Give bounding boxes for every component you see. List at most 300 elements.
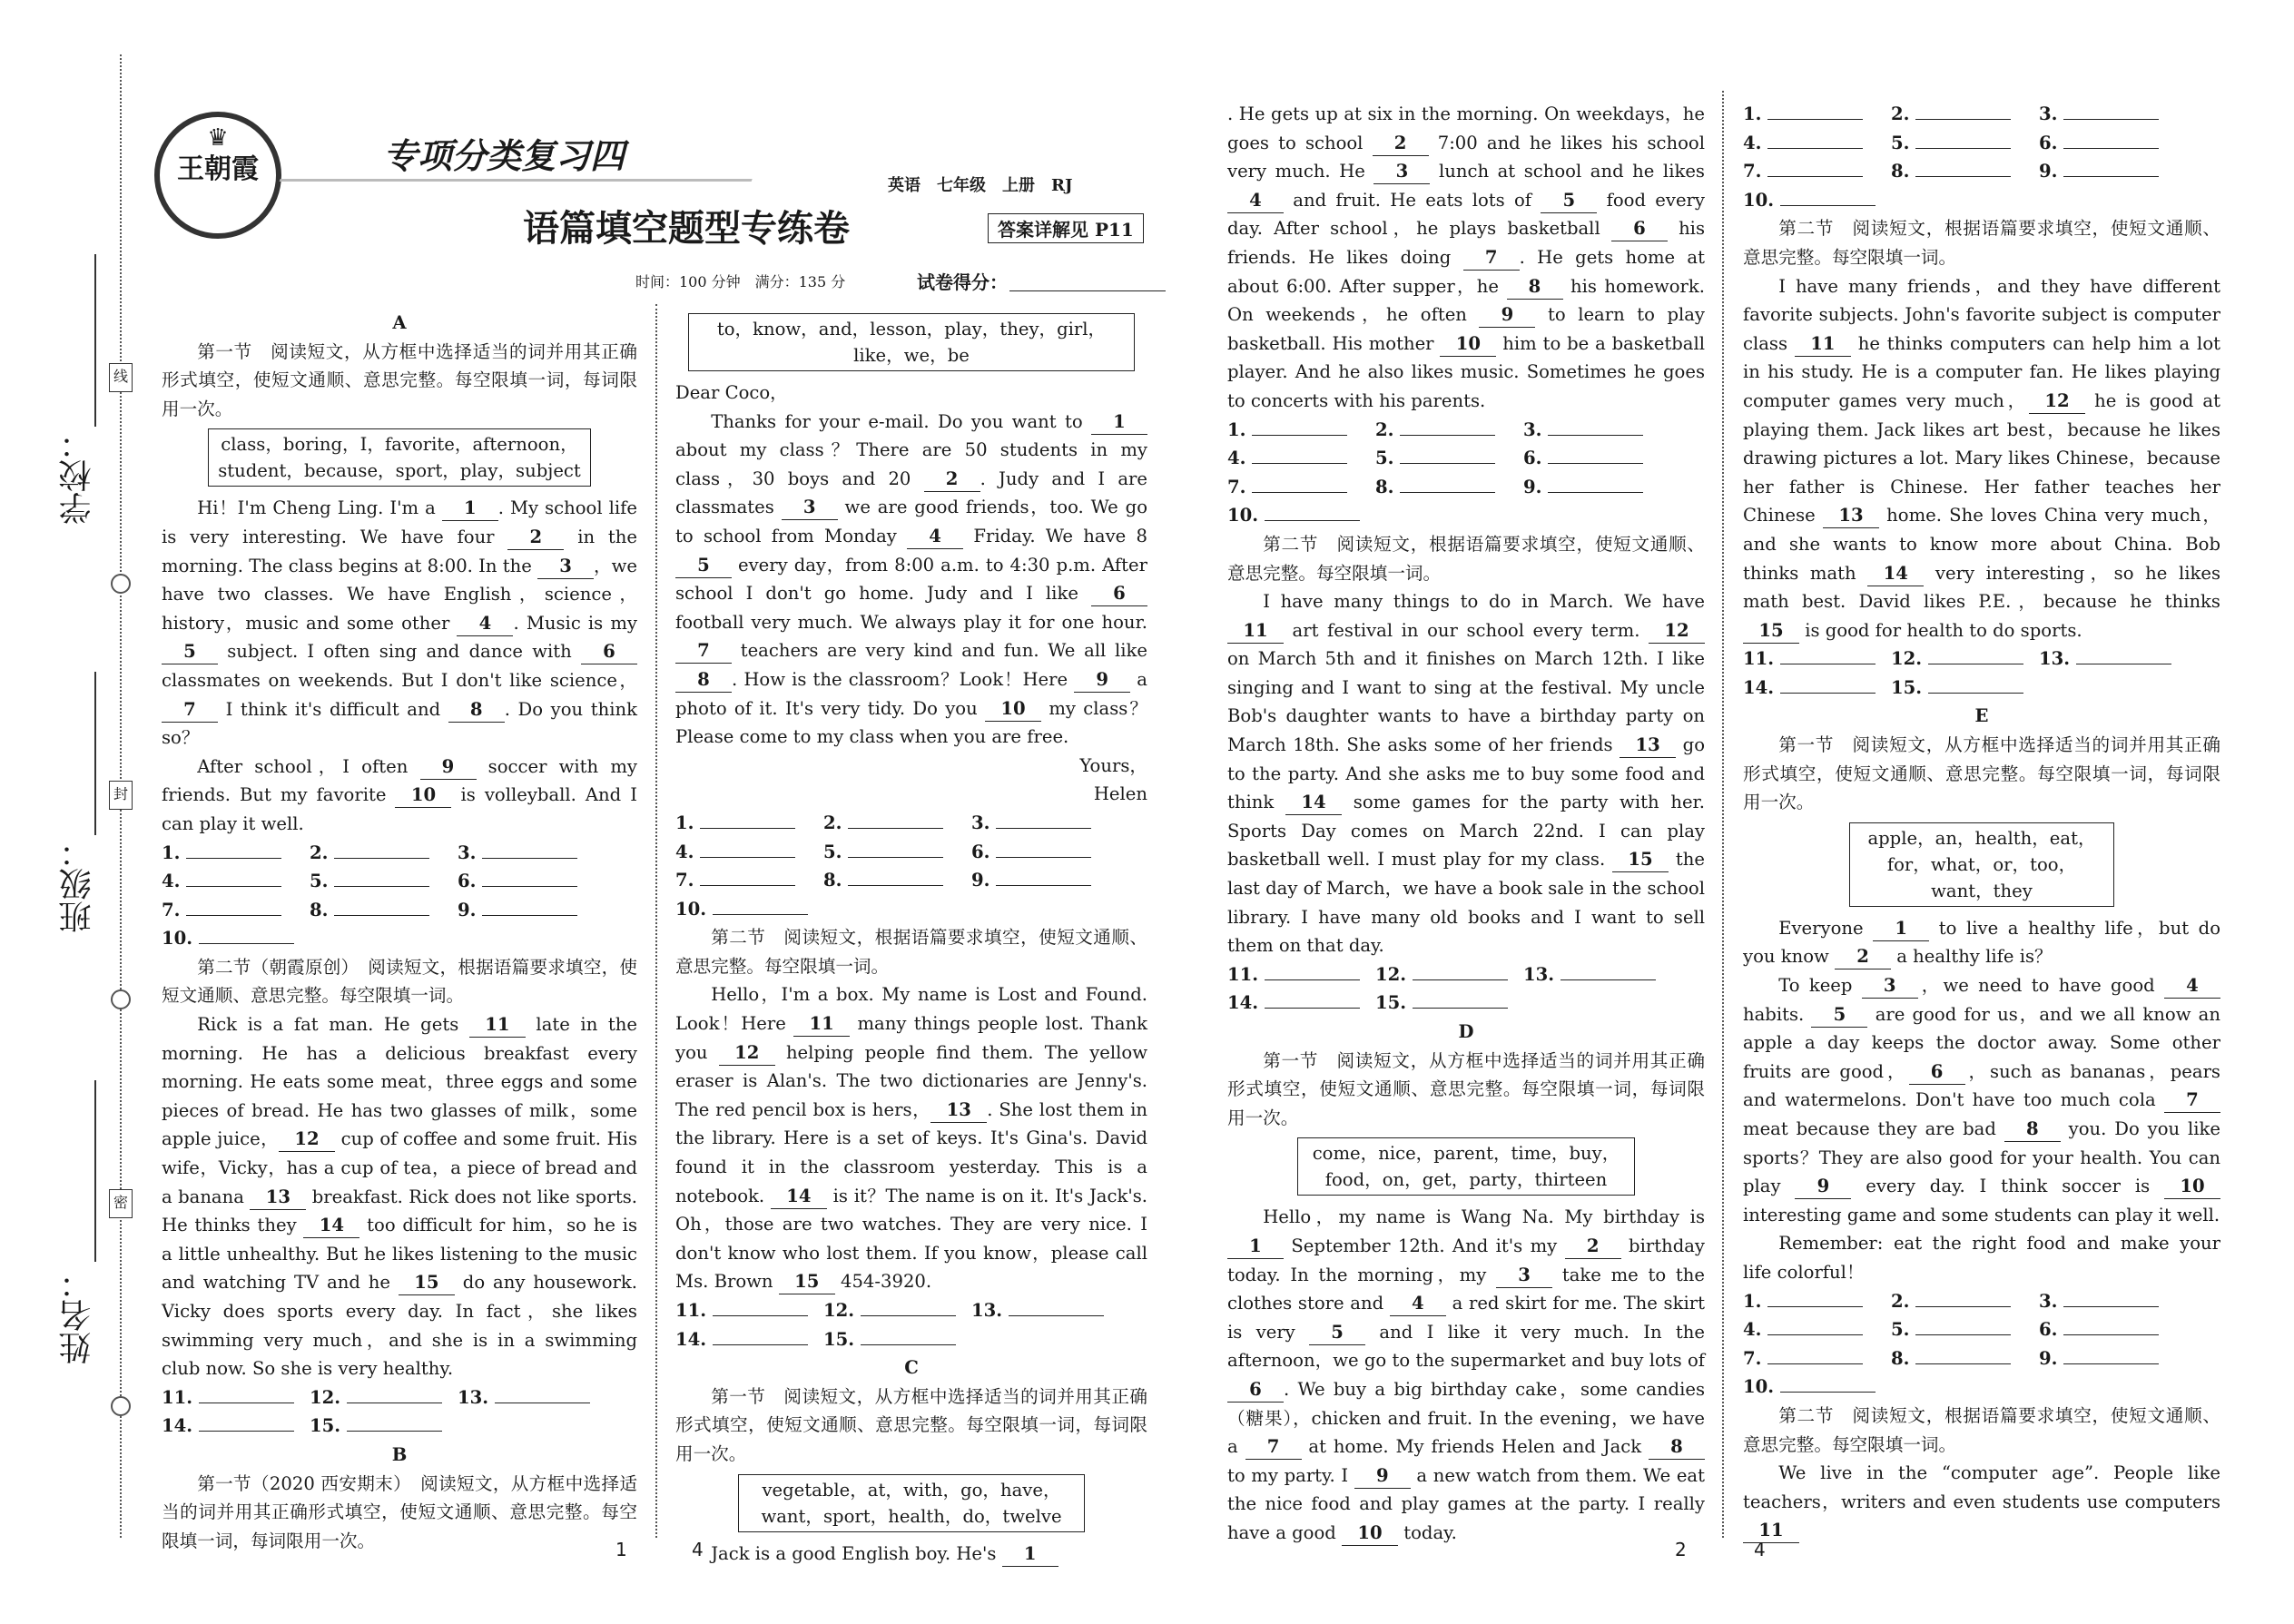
answer-number: 9. [1523, 476, 1549, 497]
passage-text: are good for us，and we all know an apple a day keeps the doctor away. Some other fruits are good， [1743, 1003, 2220, 1082]
answer-blank-line[interactable] [1265, 502, 1360, 521]
answer-blank-line[interactable] [1413, 989, 1508, 1009]
passage-text: habits. [1743, 1003, 1812, 1025]
answer-number: 2. [1891, 1290, 1916, 1312]
answer-number: 15. [310, 1415, 347, 1437]
answer-blank-line[interactable] [1915, 130, 2011, 149]
answer-blank-line[interactable] [2063, 130, 2159, 149]
blank-number: 5 [1309, 1321, 1365, 1345]
exam-info: 时间：100 分钟 满分：135 分 [635, 273, 846, 290]
answer-blank-line[interactable] [1767, 1345, 1863, 1364]
blank-number: 2 [1835, 945, 1891, 969]
passage-text: lunch at school and he likes [1430, 161, 1705, 182]
column-3 [1227, 100, 1705, 1548]
answer-number: 2. [310, 842, 335, 863]
answer-number: 13. [2039, 648, 2076, 670]
passage [162, 1010, 637, 1383]
answer-number: 9. [458, 899, 483, 920]
passage-text: do any housework. Vicky does sports every day. In fact，she likes swimming very much，and she is in a swimming club now. So she is very healthy. [162, 1272, 637, 1380]
passage [675, 1540, 1147, 1569]
passage-text: . We buy a big birthday cake，some candies（糖果），chicken and fruit. In the evening，we have a [1227, 1378, 1705, 1458]
blank-number: 6 [1909, 1060, 1965, 1085]
page-number: 1 [615, 1539, 627, 1560]
answer-number: 8. [310, 899, 335, 920]
answer-blank-line[interactable] [848, 839, 943, 858]
answer-number: 12. [1375, 963, 1413, 985]
blank-number: 2 [1373, 132, 1429, 156]
instruction: 第二节 阅读短文，根据语篇要求填空，使短文通顺、意思完整。每空限填一词。 [1227, 533, 1705, 584]
answer-blank-line[interactable] [1928, 645, 2023, 664]
answer-number: 6. [971, 841, 997, 862]
answer-slot[interactable] [1891, 100, 2039, 129]
answer-slot[interactable] [1375, 416, 1523, 445]
passage-text: the last day of March，we have a book sale in the school library. I have many old books and I want to sell them on that day. [1227, 849, 1705, 957]
answer-number: 10. [675, 898, 713, 920]
passage-text: is volleyball. And I can play it well. [162, 784, 637, 834]
answer-blank-line[interactable] [1252, 417, 1347, 436]
passage [675, 980, 1147, 1296]
answer-blank-line[interactable] [495, 1384, 590, 1403]
answer-slot[interactable] [823, 866, 971, 895]
answer-blank-line[interactable] [1265, 989, 1360, 1009]
passage-text: a new watch from them. We eat the nice food and play games at the party. I really have a good [1227, 1464, 1705, 1543]
answer-lines [1227, 416, 1705, 530]
answer-blank-line[interactable] [2063, 158, 2159, 177]
answer-slot[interactable] [310, 867, 458, 896]
answer-blank-line[interactable] [1915, 101, 2011, 120]
blank-number: 14 [1285, 791, 1342, 815]
passage-text: too difficult for him，so he is a little unhealthy. But he likes listening to the music and watching TV and he [162, 1215, 637, 1294]
answer-slot[interactable] [1523, 416, 1671, 445]
answer-slot[interactable] [162, 839, 310, 868]
answer-slot[interactable] [1227, 501, 1375, 530]
passage-text: every day. I think soccer is [1851, 1176, 2164, 1197]
paper-title: 语篇填空题型专练卷 [523, 207, 850, 250]
answer-number: 1. [1743, 1290, 1768, 1312]
blank-number: 9 [1479, 303, 1535, 328]
blank-number: 6 [581, 640, 637, 664]
passage [162, 753, 637, 839]
answer-slot[interactable] [1523, 960, 1671, 989]
passage-text: . She lost them in the library. Here is a set of keys. It's Gina's. David found it in the classroom yesterday. This is a notebook. [675, 1098, 1147, 1206]
answer-slot[interactable] [1375, 960, 1523, 989]
answer-blank-line[interactable] [1780, 187, 1876, 206]
answer-ref: 答案详解见 P11 [988, 213, 1144, 243]
answer-slot[interactable] [1375, 989, 1523, 1018]
answer-slot[interactable] [310, 896, 458, 925]
answer-slot[interactable] [971, 809, 1119, 838]
answer-number: 8. [823, 870, 849, 891]
answer-number: 13. [458, 1386, 495, 1408]
answer-slot[interactable] [1743, 1315, 1891, 1344]
answer-blank-line[interactable] [2076, 645, 2171, 664]
answer-blank-line[interactable] [1767, 1316, 1863, 1335]
answer-blank-line[interactable] [1009, 1297, 1104, 1316]
answer-slot[interactable] [1375, 473, 1523, 502]
passage-text: Everyone [1778, 917, 1874, 939]
page-number: 4 [1754, 1539, 1766, 1560]
answer-blank-line[interactable] [861, 1326, 956, 1345]
instruction: 第一节（2020 西安期末） 阅读短文，从方框中选择适当的词并用其正确形式填空，使短文通顺、意思完整。每空限填一词，每词限用一次。 [162, 1472, 637, 1551]
word-box: apple，an，health，eat，for，what，or，too，want，they [1849, 822, 2114, 907]
answer-slot[interactable] [1891, 157, 2039, 186]
blank-number: 5 [675, 554, 732, 578]
answer-number: 4. [1743, 132, 1768, 153]
circle-icon [111, 574, 131, 594]
answer-number: 1. [1743, 103, 1768, 124]
answer-slot[interactable] [1523, 473, 1671, 502]
logo-text: 王朝霞 [177, 153, 259, 185]
passage-text: Jack is a good English boy. He's [711, 1542, 1002, 1564]
answer-blank-line[interactable] [1548, 445, 1643, 464]
answer-blank-line[interactable] [199, 1384, 294, 1403]
passage-text: every day，from 8:00 a.m. to 4:30 p.m. After school I don't go home. Judy and I like [675, 554, 1147, 605]
answer-blank-line[interactable] [700, 810, 795, 829]
passage-text: subject. I often sing and dance with [218, 641, 581, 663]
passage-text: ，we have two classes. We have English，science，history，music and some other [162, 555, 637, 634]
answer-blank-line[interactable] [1265, 961, 1360, 980]
answer-slot[interactable] [1227, 989, 1375, 1018]
blank-number: 3 [1373, 160, 1430, 184]
section-b-heading: B [391, 1443, 408, 1465]
blank-number: 11 [793, 1012, 850, 1037]
answer-blank-line[interactable] [1400, 417, 1495, 436]
answer-slot[interactable] [162, 1412, 310, 1441]
answer-slot[interactable] [2039, 157, 2187, 186]
passage-text: 7:00 and he likes his school very much. He [1227, 132, 1705, 182]
answer-slot[interactable] [675, 1325, 823, 1354]
blank-number: 3 [782, 496, 838, 520]
answer-blank-line[interactable] [1548, 417, 1643, 436]
passage-text: you. Do you like sports？They are also good for your health. You can play [1743, 1118, 2220, 1197]
answer-slot[interactable] [1375, 444, 1523, 473]
answer-slot[interactable] [458, 896, 605, 925]
blank-number: 13 [930, 1098, 987, 1123]
answer-slot[interactable] [310, 1383, 458, 1412]
answer-number: 4. [162, 871, 187, 892]
blank-number: 6 [1091, 582, 1147, 606]
blank-number: 9 [1074, 668, 1130, 693]
answer-blank-line[interactable] [848, 810, 943, 829]
answer-blank-line[interactable] [1928, 674, 2023, 694]
answer-slot[interactable] [458, 839, 605, 868]
answer-number: 6. [2039, 1319, 2064, 1341]
passage [675, 408, 1147, 752]
answer-blank-line[interactable] [1780, 645, 1876, 664]
passage-text: 454-3920. [834, 1271, 932, 1293]
answer-slot[interactable] [1891, 674, 2039, 703]
answer-blank-line[interactable] [1915, 1288, 2011, 1307]
passage [1227, 100, 1705, 416]
answer-slot[interactable] [2039, 1344, 2187, 1373]
answer-blank-line[interactable] [700, 839, 795, 858]
passage-text: . He gets home at about 6:00. After supper，he [1227, 246, 1705, 297]
passage-text: breakfast. Rick does not like sports. He thinks they [162, 1186, 637, 1236]
answer-blank-line[interactable] [199, 925, 294, 944]
answer-slot[interactable] [675, 1296, 823, 1325]
blank-number: 13 [1823, 504, 1879, 528]
page-number: 2 [1675, 1539, 1687, 1560]
answer-slot[interactable] [1227, 444, 1375, 473]
answer-slot[interactable] [1743, 1344, 1891, 1373]
answer-number: 11. [1743, 648, 1780, 670]
blank-number: 3 [1862, 974, 1918, 999]
passage-text: and fruit. He eats lots of [1284, 189, 1541, 211]
answer-slot[interactable] [1743, 100, 1891, 129]
section-a-heading: A [392, 312, 407, 333]
passage-text: Thanks for your e-mail. Do you want to [711, 410, 1091, 432]
answer-slot[interactable] [162, 867, 310, 896]
answer-number: 5. [1891, 1319, 1916, 1341]
answer-blank-line[interactable] [700, 867, 795, 886]
answer-lines [1743, 100, 2220, 214]
greeting: Dear Coco， [675, 382, 788, 403]
answer-slot[interactable] [310, 1412, 458, 1441]
answer-slot[interactable] [675, 895, 823, 924]
blank-number: 15 [1612, 848, 1669, 872]
passage-text: we are good friends，too. We go to school from Monday [675, 497, 1147, 546]
answer-blank-line[interactable] [186, 840, 281, 859]
passage-text: Hello，I'm a box. My name is Lost and Found. Look！Here [675, 984, 1147, 1035]
answer-slot[interactable] [1743, 186, 1891, 215]
side-name-line [94, 1080, 96, 1262]
answer-slot[interactable] [162, 924, 310, 953]
answer-slot[interactable] [971, 838, 1119, 867]
answer-slot[interactable] [1891, 129, 2039, 158]
answer-slot[interactable] [675, 809, 823, 838]
answer-blank-line[interactable] [199, 1412, 294, 1432]
answer-blank-line[interactable] [713, 1297, 808, 1316]
section-d-heading: D [1458, 1021, 1474, 1042]
answer-blank-line[interactable] [2063, 1316, 2159, 1335]
subject-label: 英语 七年级 上册 RJ [888, 176, 1073, 195]
answer-slot[interactable] [1227, 960, 1375, 989]
answer-blank-line[interactable] [1780, 674, 1876, 694]
side-class-line [94, 672, 96, 835]
passage [162, 494, 637, 752]
answer-blank-line[interactable] [713, 1326, 808, 1345]
passage-text: late in the morning. He has a delicious breakfast every morning. He eats some meat，three eggs and some pieces of bread. He has two glasses of milk，some apple juice， [162, 1014, 637, 1150]
side-name-label: 姓名： [59, 1266, 96, 1364]
answer-blank-line[interactable] [2063, 1288, 2159, 1307]
passage-text: is it？The name is on it. It's Jack's. Oh，those are two watches. They are very nice. I don't know who lost them. If you know，please call Ms. Brown [675, 1185, 1148, 1293]
word-box: to，know，and，lesson，play，they，girl，like，we，be [688, 313, 1135, 371]
passage-text: to live a healthy life，but do you know [1743, 917, 2220, 968]
passage-text: to learn to play basketball. His mother [1227, 304, 1706, 354]
answer-slot[interactable] [2039, 100, 2187, 129]
passage-text: a healthy life is？ [1891, 946, 2053, 968]
blank-number: 5 [1541, 189, 1597, 213]
passage-text: a photo of it. It's very tidy. Do you [675, 668, 1147, 719]
answer-slot[interactable] [675, 838, 823, 867]
answer-slot[interactable] [310, 839, 458, 868]
answer-blank-line[interactable] [996, 810, 1091, 829]
blank-number: 10 [2164, 1175, 2220, 1199]
answer-blank-line[interactable] [2063, 1345, 2159, 1364]
blank-number: 14 [1867, 562, 1924, 586]
answer-slot[interactable] [823, 809, 971, 838]
passage-text: I think it's difficult and [218, 698, 448, 720]
blank-number: 13 [250, 1186, 306, 1210]
answer-blank-line[interactable] [1767, 158, 1863, 177]
answer-slot[interactable] [1743, 129, 1891, 158]
answer-blank-line[interactable] [1252, 474, 1347, 493]
passage-text: very interesting，so he likes math best. David likes P.E.，because he thinks [1743, 562, 2220, 613]
answer-number: 15. [823, 1328, 861, 1350]
answer-slot[interactable] [1891, 645, 2039, 674]
answer-blank-line[interactable] [186, 897, 281, 916]
answer-blank-line[interactable] [1400, 474, 1495, 493]
answer-number: 6. [458, 871, 483, 892]
answer-lines [1743, 645, 2220, 702]
column-divider [655, 304, 657, 1538]
answer-slot[interactable] [823, 1296, 971, 1325]
answer-number: 3. [2039, 103, 2064, 124]
answer-slot[interactable] [1891, 1315, 2039, 1344]
answer-slot[interactable] [1523, 444, 1671, 473]
answer-slot[interactable] [675, 866, 823, 895]
passage-text: ，such as bananas，pears and watermelons. Don't have too much cola [1743, 1060, 2220, 1111]
answer-slot[interactable] [971, 1296, 1119, 1325]
passage-text: cup of coffee and some fruit. His wife，Vicky，has a cup of tea，a piece of bread and a banana [162, 1128, 637, 1207]
answer-number: 11. [1227, 963, 1265, 985]
blank-number: 2 [1565, 1235, 1621, 1259]
blank-number: 12 [719, 1041, 775, 1066]
answer-number: 14. [1227, 992, 1265, 1014]
answer-slot[interactable] [1743, 1287, 1891, 1316]
answer-blank-line[interactable] [334, 868, 429, 887]
passage-text: After school，I often [197, 755, 420, 777]
passage-text: a red skirt for me. The skirt is very [1227, 1293, 1705, 1343]
answer-slot[interactable] [1891, 1287, 2039, 1316]
seal-mark-2: 封 [109, 781, 133, 810]
passage [1743, 1459, 2220, 1545]
passage-text: Hi！I'm Cheng Ling. I'm a [197, 497, 442, 519]
passage-text: take me to the clothes store and [1227, 1264, 1706, 1314]
answer-slot[interactable] [458, 867, 605, 896]
passage [1227, 587, 1705, 960]
blank-number: 7 [2164, 1088, 2220, 1113]
answer-slot[interactable] [971, 866, 1119, 895]
answer-number: 8. [1375, 476, 1401, 497]
answer-slot[interactable] [458, 1383, 605, 1412]
answer-slot[interactable] [2039, 129, 2187, 158]
blank-number: 14 [303, 1214, 359, 1238]
word-box: come，nice，parent，time，buy，food，on，get，party，thirteen [1297, 1137, 1635, 1196]
answer-blank-line[interactable] [1561, 961, 1656, 980]
blank-number: 9 [1354, 1464, 1411, 1489]
instruction: 第一节 阅读短文，从方框中选择适当的词并用其正确形式填空，使短文通顺、意思完整。每空限填一词，每词限用一次。 [675, 1385, 1147, 1464]
instruction: 第一节 阅读短文，从方框中选择适当的词并用其正确形式填空，使短文通顺、意思完整。每空限填一词，每词限用一次。 [1743, 734, 2220, 813]
answer-number: 10. [1743, 1376, 1780, 1398]
answer-slot[interactable] [1743, 645, 1891, 674]
blank-number: 14 [771, 1185, 827, 1209]
answer-number: 7. [1743, 161, 1768, 182]
answer-blank-line[interactable] [1915, 1316, 2011, 1335]
answer-blank-line[interactable] [1400, 445, 1495, 464]
answer-slot[interactable] [162, 1383, 310, 1412]
answer-slot[interactable] [1743, 674, 1891, 703]
blank-number: 10 [395, 783, 451, 808]
answer-blank-line[interactable] [334, 840, 429, 859]
answer-blank-line[interactable] [1767, 130, 1863, 149]
answer-number: 8. [1891, 161, 1916, 182]
answer-blank-line[interactable] [1780, 1373, 1876, 1393]
section-e-heading: E [1974, 705, 1989, 727]
blank-number: 7 [1245, 1435, 1302, 1460]
seal-mark-1: 线 [109, 363, 133, 392]
answer-slot[interactable] [1891, 1344, 2039, 1373]
passage-text: soccer with my friends. But my favorite [162, 755, 637, 806]
answer-blank-line[interactable] [1915, 158, 2011, 177]
answer-blank-line[interactable] [848, 867, 943, 886]
answer-blank-line[interactable] [347, 1384, 442, 1403]
blank-number: 7 [162, 698, 218, 723]
answer-slot[interactable] [1227, 473, 1375, 502]
answer-slot[interactable] [1743, 157, 1891, 186]
answer-number: 1. [162, 842, 187, 863]
answer-blank-line[interactable] [347, 1412, 442, 1432]
passage-text: I have many things to do in March. We have [1263, 591, 1705, 613]
blank-number: 11 [1227, 619, 1284, 644]
logo-badge [154, 112, 281, 239]
answer-slot[interactable] [2039, 645, 2187, 674]
answer-blank-line[interactable] [1915, 1345, 2011, 1364]
answer-slot[interactable] [162, 896, 310, 925]
answer-blank-line[interactable] [482, 868, 577, 887]
answer-number: 14. [162, 1415, 199, 1437]
answer-slot[interactable] [2039, 1287, 2187, 1316]
answer-number: 15. [1375, 992, 1413, 1014]
answer-blank-line[interactable] [861, 1297, 956, 1316]
answer-blank-line[interactable] [1252, 445, 1347, 464]
crown-icon: ♛ [207, 124, 229, 152]
answer-blank-line[interactable] [1767, 101, 1863, 120]
blank-number: 15 [779, 1270, 835, 1294]
passage-text: go to the party. And she asks me to buy some food and think [1227, 734, 1705, 813]
answer-blank-line[interactable] [2063, 101, 2159, 120]
passage-text: helping people find them. The yellow eraser is Alan's. The two dictionaries are Jenny's. The red pencil box is hers， [675, 1041, 1148, 1120]
answer-slot[interactable] [1743, 1373, 1891, 1402]
passage [1743, 914, 2220, 971]
answer-blank-line[interactable] [186, 868, 281, 887]
answer-number: 3. [1523, 418, 1549, 440]
answer-slot[interactable] [823, 1325, 971, 1354]
answer-blank-line[interactable] [482, 897, 577, 916]
blank-number: 1 [1227, 1235, 1284, 1259]
answer-slot[interactable] [1227, 416, 1375, 445]
answer-blank-line[interactable] [482, 840, 577, 859]
blank-number: 10 [985, 697, 1041, 722]
answer-number: 14. [1743, 676, 1780, 698]
answer-slot[interactable] [2039, 1315, 2187, 1344]
answer-blank-line[interactable] [1548, 474, 1643, 493]
column-1 [162, 309, 637, 1555]
answer-number: 10. [1227, 505, 1265, 527]
blank-number: 9 [1795, 1175, 1851, 1199]
answer-blank-line[interactable] [334, 897, 429, 916]
answer-slot[interactable] [823, 838, 971, 867]
passage-text: his homework. On weekends，he often [1227, 275, 1705, 326]
answer-blank-line[interactable] [1767, 1288, 1863, 1307]
answer-blank-line[interactable] [996, 867, 1091, 886]
answer-blank-line[interactable] [996, 839, 1091, 858]
passage-text: and I like it very much. In the afternoon，we go to the supermarket and buy lots of [1227, 1321, 1705, 1372]
blank-number: 5 [162, 640, 218, 664]
answer-number: 2. [1891, 103, 1916, 124]
answer-blank-line[interactable] [713, 896, 808, 915]
answer-blank-line[interactable] [1413, 961, 1508, 980]
